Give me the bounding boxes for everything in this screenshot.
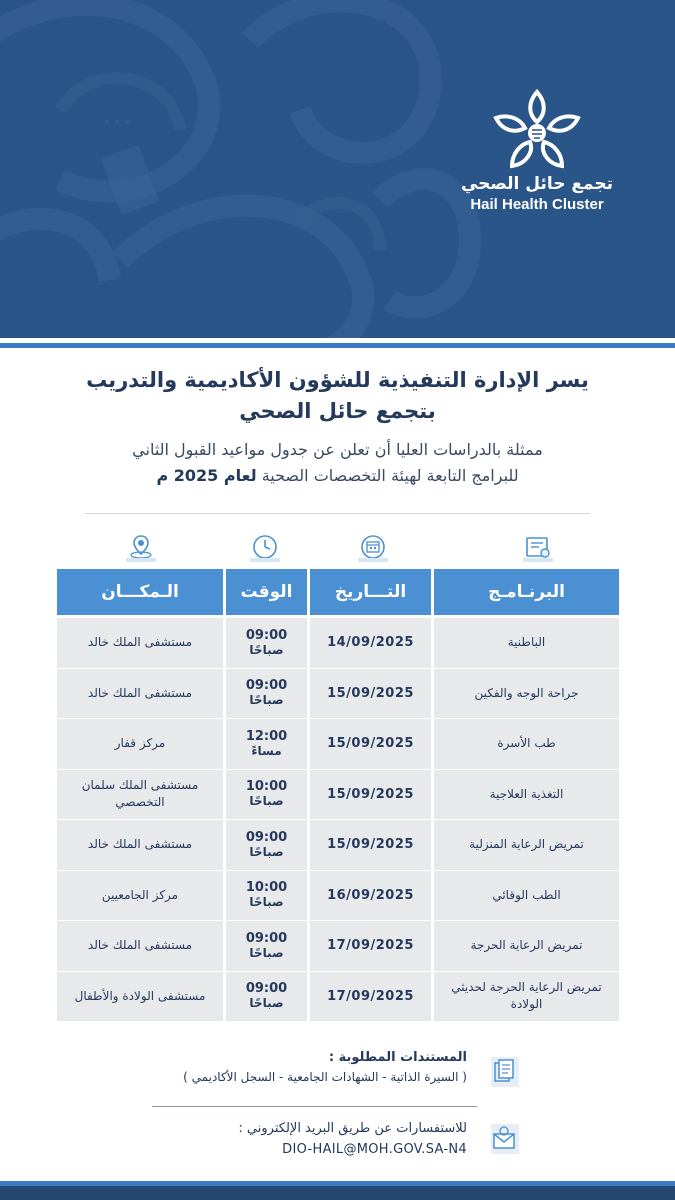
header-place: الـمكـــان xyxy=(57,569,223,615)
cluster-star-icon xyxy=(492,88,582,170)
cell-time xyxy=(226,770,307,821)
certificate-icon xyxy=(523,532,553,562)
cell-date: 17/09/2025 xyxy=(310,921,431,972)
cell-time xyxy=(226,669,307,720)
cell-program: تمريض الرعاية المنزلية xyxy=(434,820,619,871)
time-box xyxy=(246,678,287,708)
cell-time xyxy=(226,972,307,1023)
subheadline xyxy=(60,437,615,489)
cell-date: 15/09/2025 xyxy=(310,669,431,720)
time-box xyxy=(246,729,287,759)
hail-health-cluster-logo xyxy=(452,88,622,228)
header-time: الوقت xyxy=(226,569,307,615)
cell-program: تمريض الرعاية الحرجة لحديثي الولادة xyxy=(434,972,619,1023)
cell-time xyxy=(226,921,307,972)
time-value: 09:00 xyxy=(245,829,288,845)
footer-divider xyxy=(152,1106,477,1107)
time-period: صباحًا xyxy=(249,693,284,708)
admission-schedule-table xyxy=(57,569,619,1022)
time-period: مساءً xyxy=(251,743,282,758)
cell-place: مستشفى الملك خالد xyxy=(57,669,223,720)
cell-time xyxy=(226,820,307,871)
cell-place: مستشفى الملك خالد xyxy=(57,618,223,669)
time-period: صباحًا xyxy=(249,945,284,960)
time-value: 09:00 xyxy=(245,678,288,694)
time-box xyxy=(246,779,287,809)
cell-time xyxy=(226,618,307,669)
header-program: البرنـامـج xyxy=(434,569,619,615)
headline-line-1: يسر الإدارة التنفيذية للشؤون الأكاديمية والتدريب xyxy=(86,368,589,392)
time-box xyxy=(246,981,287,1011)
cell-date: 15/09/2025 xyxy=(310,770,431,821)
table-row xyxy=(57,719,619,770)
email-icon xyxy=(487,1122,521,1156)
cell-program: الطب الوقائي xyxy=(434,871,619,922)
time-value: 10:00 xyxy=(245,779,288,795)
cell-date: 14/09/2025 xyxy=(310,618,431,669)
table-header-row xyxy=(57,569,619,615)
time-box xyxy=(246,931,287,961)
cell-place: مستشفى الملك خالد xyxy=(57,921,223,972)
subheadline-year: لعام 2025 م xyxy=(156,466,257,485)
time-box xyxy=(246,628,287,658)
cell-date: 15/09/2025 xyxy=(310,820,431,871)
time-value: 10:00 xyxy=(245,880,288,896)
required-documents-list: ( السيرة الذاتية - الشهادات الجامعية - السجل الأكاديمي ) xyxy=(183,1070,467,1084)
headline-line-2: بتجمع حائل الصحي xyxy=(239,399,436,423)
time-period: صباحًا xyxy=(249,794,284,809)
table-row xyxy=(57,618,619,669)
documents-icon xyxy=(487,1055,521,1089)
table-row xyxy=(57,921,619,972)
subheadline-line-2 xyxy=(60,463,615,489)
table-row xyxy=(57,669,619,720)
cell-date: 16/09/2025 xyxy=(310,871,431,922)
cell-program: طب الأسرة xyxy=(434,719,619,770)
logo-arabic-name: تجمع حائل الصحي xyxy=(460,174,614,194)
cell-time xyxy=(226,871,307,922)
time-box xyxy=(246,830,287,860)
time-period: صباحًا xyxy=(249,844,284,859)
time-value: 12:00 xyxy=(245,728,288,744)
table-row xyxy=(57,770,619,821)
cell-date: 17/09/2025 xyxy=(310,972,431,1023)
calendar-icon xyxy=(358,532,388,562)
cell-program: تمريض الرعاية الحرجة xyxy=(434,921,619,972)
cell-place: مستشفى الملك سلمان التخصصي xyxy=(57,770,223,821)
header-date: التـــاريخ xyxy=(310,569,431,615)
header-banner xyxy=(0,0,675,338)
logo-english-name: Hail Health Cluster xyxy=(470,196,604,213)
headline xyxy=(60,365,615,427)
subheadline-line-1: ممثلة بالدراسات العليا أن تعلن عن جدول مواعيد القبول الثاني xyxy=(132,440,543,459)
table-body xyxy=(57,618,619,1022)
cell-time xyxy=(226,719,307,770)
cell-program: التغذية العلاجية xyxy=(434,770,619,821)
time-box xyxy=(246,880,287,910)
cell-date: 15/09/2025 xyxy=(310,719,431,770)
table-row xyxy=(57,871,619,922)
cell-place: مركز قفار xyxy=(57,719,223,770)
announcement-intro xyxy=(60,365,615,489)
location-pin-icon xyxy=(126,532,156,562)
cell-program: الباطنية xyxy=(434,618,619,669)
cell-place: مستشفى الملك خالد xyxy=(57,820,223,871)
contact-email-link[interactable]: DIO-HAIL@MOH.GOV.SA-N4 xyxy=(282,1142,467,1157)
time-period: صباحًا xyxy=(249,642,284,657)
contact-label: للاستفسارات عن طريق البريد الإلكتروني : xyxy=(238,1121,467,1136)
time-period: صباحًا xyxy=(249,996,284,1011)
table-row xyxy=(57,972,619,1023)
header-stripe-blue xyxy=(0,343,675,348)
footer-bar xyxy=(0,1186,675,1200)
cell-place: مركز الجامعيين xyxy=(57,871,223,922)
cell-program: جراحة الوجه والفكين xyxy=(434,669,619,720)
cell-place: مستشفى الولادة والأطفال xyxy=(57,972,223,1023)
time-value: 09:00 xyxy=(245,930,288,946)
required-documents-label: المستندات المطلوبة : xyxy=(328,1050,467,1065)
subheadline-line-2-text: للبرامج التابعة لهيئة التخصصات الصحية xyxy=(256,466,519,485)
section-divider xyxy=(85,513,590,514)
time-value: 09:00 xyxy=(245,981,288,997)
table-row xyxy=(57,820,619,871)
time-period: صباحًا xyxy=(249,895,284,910)
time-value: 09:00 xyxy=(245,627,288,643)
clock-icon xyxy=(250,532,280,562)
